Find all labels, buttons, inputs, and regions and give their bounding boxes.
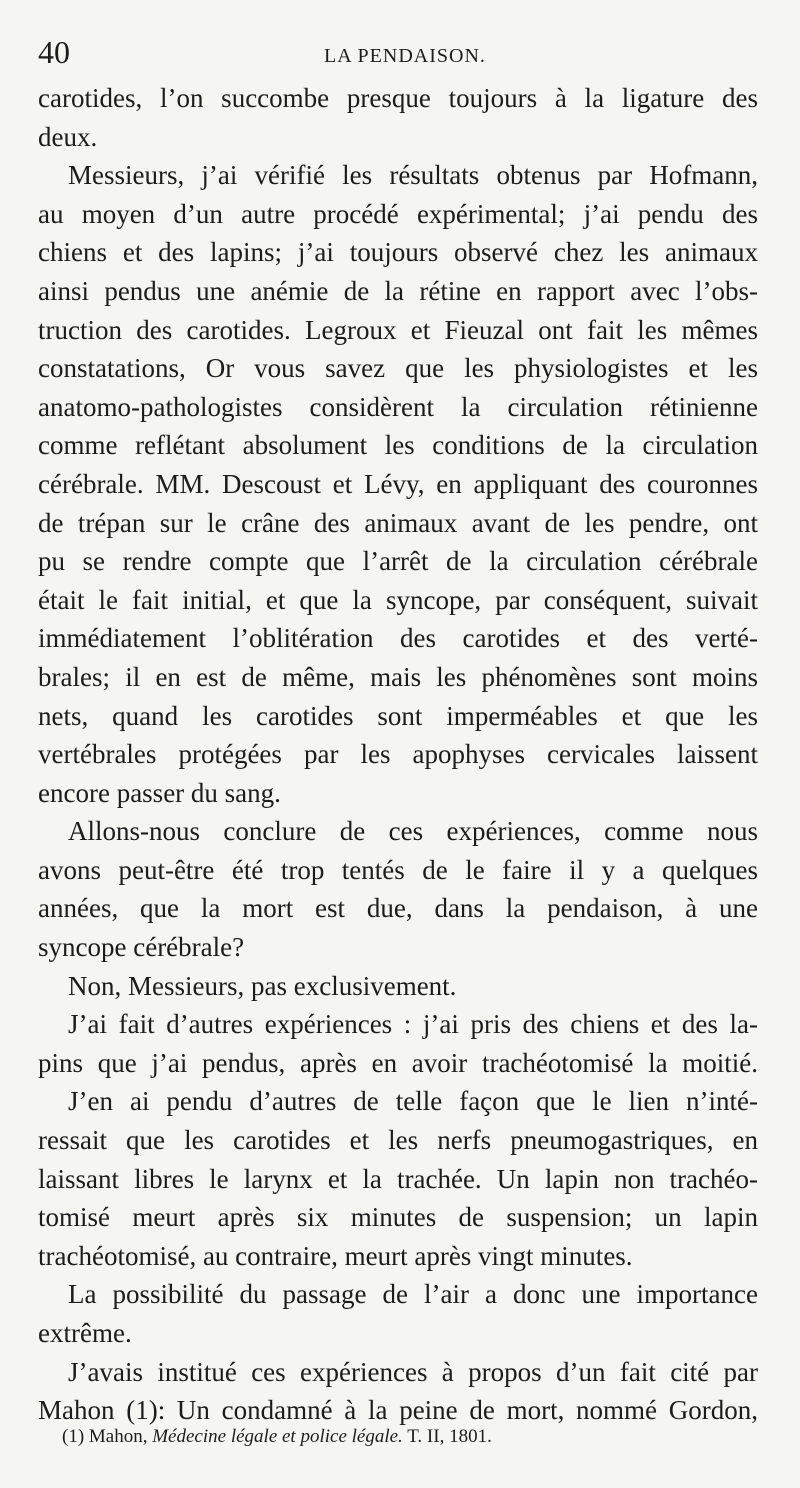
text-line: brales; il en est de même, mais les phénomènes sont moins: [38, 661, 758, 692]
text-line: Non, Messieurs, pas exclusivement.: [68, 970, 457, 1001]
page-header: [38, 32, 752, 72]
footnote: [62, 1420, 722, 1454]
text-line: immédiatement l’oblitération des carotides et des verté-: [38, 623, 758, 654]
text-line: au moyen d’un autre procédé expérimental; j’ai pendu des: [38, 198, 758, 229]
body-text: [38, 79, 758, 1430]
text-line: truction des carotides. Legroux et Fieuzal ont fait les mêmes: [38, 314, 758, 345]
footnote-title: Médecine légale et police légale.: [152, 1426, 403, 1447]
text-line: extrême.: [38, 1318, 132, 1348]
text-line: encore passer du sang.: [38, 777, 281, 808]
text-line: Mahon (1): Un condamné à la peine de mort, nommé Gordon,: [38, 1395, 758, 1426]
page-number: 40: [38, 34, 70, 70]
text-line: La possibilité du passage de l’air a donc une importance: [68, 1279, 758, 1310]
text-line: pins que j’ai pendus, après en avoir trachéotomisé la moitié.: [38, 1047, 758, 1078]
text-line: ainsi pendus une anémie de la rétine en rapport avec l’obs-: [38, 275, 758, 306]
text-line: syncope cérébrale?: [38, 932, 245, 963]
text-line: années, que la mort est due, dans la pendaison, à une: [38, 893, 758, 924]
text-line: carotides, l’on succombe presque toujours à la ligature des: [38, 83, 758, 113]
text-line: cérébrale. MM. Descoust et Lévy, en appliquant des couronnes: [38, 468, 758, 499]
text-line: J’avais institué ces expériences à propos d’un fait cité par: [68, 1356, 758, 1387]
text-line: comme reflétant absolument les conditions de la circulation: [38, 430, 758, 461]
text-line: de trépan sur le crâne des animaux avant de les pendre, ont: [38, 507, 758, 538]
text-line: nets, quand les carotides sont imperméables et que les: [38, 700, 758, 731]
running-title: LA PENDAISON.: [324, 45, 486, 67]
footnote-reference: T. II, 1801.: [407, 1426, 492, 1447]
text-line: J’ai fait d’autres expériences : j’ai pris des chiens et des la-: [68, 1009, 758, 1040]
text-line: tomisé meurt après six minutes de suspension; un lapin: [38, 1202, 758, 1233]
text-line: avons peut-être été trop tentés de le faire il y a quelques: [38, 854, 758, 885]
text-line: Allons-nous conclure de ces expériences, comme nous: [68, 816, 758, 847]
footnote-marker: (1) Mahon,: [62, 1426, 148, 1447]
text-line: trachéotomisé, au contraire, meurt après vingt minutes.: [38, 1240, 633, 1271]
text-line: constatations, Or vous savez que les physiologistes et les: [38, 353, 758, 384]
text-line: J’en ai pendu d’autres de telle façon que le lien n’inté-: [68, 1086, 758, 1117]
text-line: vertébrales protégées par les apophyses cervicales laissent: [38, 739, 758, 770]
text-line: ressait que les carotides et les nerfs pneumogastriques, en: [38, 1125, 758, 1156]
text-line: pu se rendre compte que l’arrêt de la circulation cérébrale: [38, 546, 758, 577]
text-line: deux.: [38, 121, 98, 152]
text-line: était le fait initial, et que la syncope, par conséquent, suivait: [38, 584, 758, 615]
text-line: laissant libres le larynx et la trachée. Un lapin non trachéo-: [38, 1163, 758, 1194]
text-line: chiens et des lapins; j’ai toujours observé chez les animaux: [38, 237, 758, 268]
text-line: anatomo-pathologistes considèrent la circulation rétinienne: [38, 391, 758, 422]
text-line: Messieurs, j’ai vérifié les résultats obtenus par Hofmann,: [68, 160, 758, 191]
